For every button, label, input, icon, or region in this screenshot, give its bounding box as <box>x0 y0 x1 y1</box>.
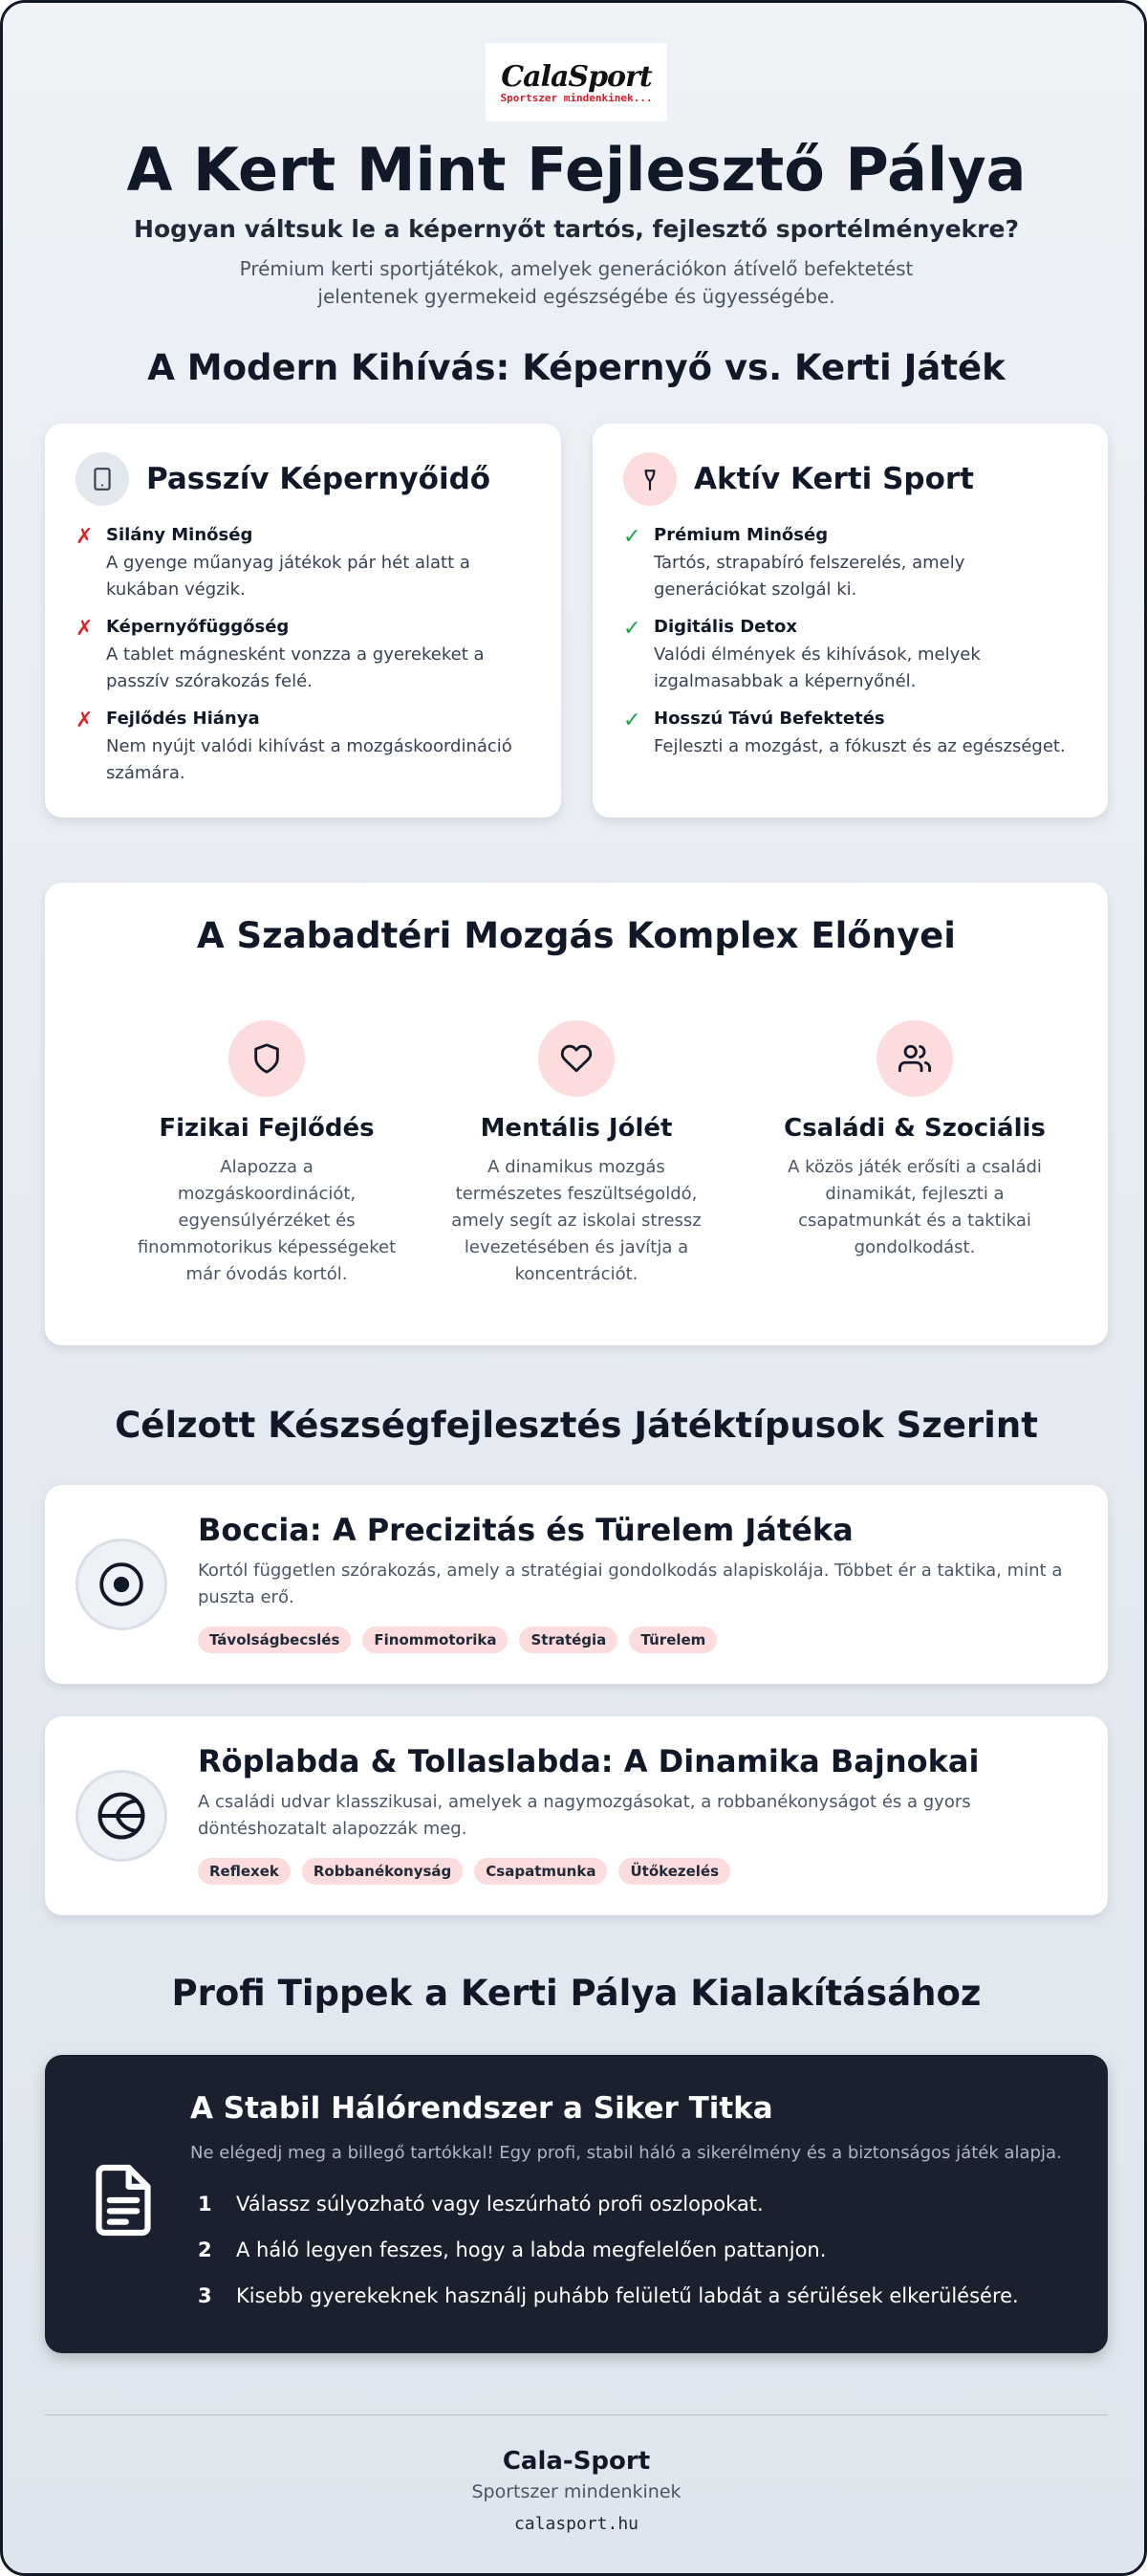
active-card-title: Aktív Kerti Sport <box>694 462 975 496</box>
check-icon: ✓ <box>623 617 641 641</box>
game-title: Boccia: A Precizitás és Türelem Játéka <box>198 1512 854 1548</box>
heart-icon <box>538 1020 615 1097</box>
tip-card <box>45 2055 1108 2353</box>
passive-item-desc: A gyenge műanyag játékok pár hét alatt a kukában végzik. <box>106 553 470 600</box>
passive-item-desc: Nem nyújt valódi kihívást a mozgáskoordináció számára. <box>106 736 512 783</box>
active-sport-card <box>593 424 1108 818</box>
target-icon <box>76 1539 167 1630</box>
passive-card-header <box>76 452 490 506</box>
logo-wordmark <box>501 60 651 94</box>
benefit-title: Családi & Szociális <box>784 1114 1046 1143</box>
benefits-card <box>45 883 1108 1345</box>
step-text: Válassz súlyozható vagy leszúrható profi oszlopokat. <box>236 2193 764 2216</box>
tip-step <box>198 2238 826 2261</box>
active-card-header <box>623 452 974 506</box>
footer-brand: Cala-Sport <box>502 2447 651 2476</box>
game-card-boccia <box>45 1485 1108 1684</box>
passive-item <box>76 617 530 695</box>
footer-divider <box>45 2414 1108 2415</box>
tablet-icon <box>76 452 129 506</box>
skill-tag: Távolságbecslés <box>198 1626 351 1653</box>
tip-step <box>198 2284 1019 2307</box>
logo-text: CalaSport <box>501 60 652 94</box>
active-item <box>623 617 1077 695</box>
active-item-desc: Valódi élmények és kihívások, melyek izgalmasabbak a képernyőnél. <box>654 644 981 691</box>
benefit-item <box>771 1020 1058 1261</box>
skill-tag: Reflexek <box>198 1858 291 1885</box>
cross-icon: ✗ <box>76 617 94 641</box>
step-text: A háló legyen feszes, hogy a labda megfelelően pattanjon. <box>236 2238 827 2261</box>
passive-item-title: Képernyőfüggőség <box>106 617 290 637</box>
active-item <box>623 709 1077 760</box>
page-title: A Kert Mint Fejlesztő Pálya <box>126 135 1027 205</box>
passive-item-desc: A tablet mágnesként vonzza a gyerekeket a passzív szórakozás felé. <box>106 644 485 691</box>
passive-item-title: Fejlődés Hiánya <box>106 709 260 729</box>
passive-item <box>76 709 530 787</box>
benefit-title: Fizikai Fejlődés <box>159 1114 375 1143</box>
skill-tag: Csapatmunka <box>474 1858 607 1885</box>
footer-url-link[interactable]: calasport.hu <box>513 2514 639 2534</box>
benefit-title: Mentális Jólét <box>480 1114 673 1143</box>
passive-screen-card <box>45 424 561 818</box>
benefit-desc: Alapozza a mozgáskoordinációt, egyensúlyérzéket és finommotorikus képességeket már óvodás kortól. <box>137 1157 397 1284</box>
tip-step <box>198 2193 764 2216</box>
games-section-title: Célzott Készségfejlesztés Játéktípusok Szerint <box>115 1405 1038 1446</box>
skill-tags <box>198 1626 717 1653</box>
skill-tag: Ütőkezelés <box>618 1858 730 1885</box>
page-lead: Prémium kerti sportjátékok, amelyek generációkon átívelő befektetést jelentenek gyermekeid egészségébe és ügyességébe. <box>239 257 914 308</box>
volleyball-icon <box>76 1770 167 1862</box>
tip-lead: Ne elégedj meg a billegő tartókkal! Egy profi, stabil háló a sikerélmény és a biztonságos játék alapja. <box>190 2143 1062 2163</box>
footer-slogan: Sportszer mindenkinek <box>471 2481 682 2502</box>
active-item-title: Prémium Minőség <box>654 525 829 545</box>
benefit-desc: A közös játék erősíti a családi dinamikát, fejleszti a csapatmunkát és a taktikai gondolkodást. <box>788 1157 1042 1257</box>
passive-item-title: Silány Minőség <box>106 525 253 545</box>
game-card-volleyball <box>45 1716 1108 1915</box>
check-icon: ✓ <box>623 525 641 549</box>
benefit-item <box>123 1020 410 1288</box>
shuttlecock-icon <box>623 452 677 506</box>
game-title: Röplabda & Tollaslabda: A Dinamika Bajnokai <box>198 1743 980 1779</box>
benefit-desc: A dinamikus mozgás természetes feszültségoldó, amely segít az iskolai stressz levezetésében és javítja a koncentrációt. <box>451 1157 702 1284</box>
game-desc: Kortól független szórakozás, amely a stratégiai gondolkodás alapiskolája. Többet ér a taktika, mint a puszta erő. <box>198 1561 1063 1607</box>
brand-logo[interactable] <box>486 43 667 121</box>
cross-icon: ✗ <box>76 525 94 549</box>
page-subtitle: Hogyan váltsuk le a képernyőt tartós, fejlesztő sportélményekre? <box>134 215 1019 243</box>
step-number: 3 <box>198 2284 212 2307</box>
tip-title: A Stabil Hálórendszer a Siker Titka <box>190 2091 773 2126</box>
shield-icon <box>228 1020 305 1097</box>
benefit-item <box>433 1020 720 1288</box>
document-icon <box>91 2162 156 2242</box>
game-desc: A családi udvar klasszikusai, amelyek a nagymozgásokat, a robbanékonyságot és a gyors döntéshozatalt alapozzák meg. <box>198 1792 971 1839</box>
logo-tagline: Sportszer mindenkinek... <box>500 92 653 104</box>
check-icon: ✓ <box>623 709 641 732</box>
step-number: 2 <box>198 2238 212 2261</box>
active-item-desc: Tartós, strapabíró felszerelés, amely generációkat szolgál ki. <box>654 553 965 600</box>
skill-tags <box>198 1858 730 1885</box>
active-item-desc: Fejleszti a mozgást, a fókuszt és az egészséget. <box>654 736 1066 756</box>
step-number: 1 <box>198 2193 212 2216</box>
passive-item <box>76 525 530 603</box>
cross-icon: ✗ <box>76 709 94 732</box>
passive-card-title: Passzív Képernyőidő <box>146 462 491 496</box>
active-item-title: Digitális Detox <box>654 617 797 637</box>
skill-tag: Finommotorika <box>362 1626 508 1653</box>
tips-section-title: Profi Tippek a Kerti Pálya Kialakításához <box>171 1973 982 2014</box>
step-text: Kisebb gyerekeknek használj puhább felületű labdát a sérülések elkerülésére. <box>236 2284 1019 2307</box>
benefits-section-title: A Szabadtéri Mozgás Komplex Előnyei <box>197 915 956 956</box>
active-item-title: Hosszú Távú Befektetés <box>654 709 885 729</box>
users-icon <box>876 1020 953 1097</box>
skill-tag: Robbanékonyság <box>302 1858 463 1885</box>
skill-tag: Türelem <box>629 1626 717 1653</box>
skill-tag: Stratégia <box>519 1626 617 1653</box>
active-item <box>623 525 1077 603</box>
challenge-section-title: A Modern Kihívás: Képernyő vs. Kerti Játék <box>147 347 1006 388</box>
